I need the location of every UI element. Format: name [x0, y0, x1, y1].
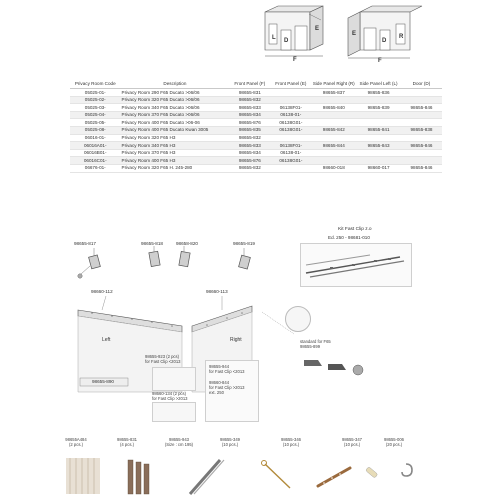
table-row: [70, 104, 442, 112]
diagram-right-f: F: [378, 58, 382, 64]
part-cell: [356, 111, 401, 119]
code-cell: 05025-01-: [70, 89, 121, 97]
bottom-parts-illustration: [60, 454, 440, 498]
part-cell: [356, 149, 401, 157]
codes-table: [70, 72, 442, 173]
clips-illustration: [70, 246, 270, 286]
standard-f65: [300, 339, 350, 349]
description-cell: Privacy Room 400 F65 Ducato Kwan 3005: [121, 126, 230, 134]
diagram-left-l: L: [272, 35, 276, 41]
bottom-part-qty: (Size : cm 195): [164, 442, 194, 447]
part-cell: 06138G01-: [270, 157, 311, 165]
col-header: Side Panel Right (R): [311, 72, 356, 89]
col-header: Side Panel Left (L): [356, 72, 401, 89]
part-cell: [356, 119, 401, 127]
bottom-part-label: [269, 437, 313, 447]
part-cell: 98655-844: [311, 142, 356, 150]
part-cell: 98655-834: [229, 149, 270, 157]
part-cell: [311, 111, 356, 119]
description-cell: Privacy Room 320 F65 Ducato >06/06: [121, 96, 230, 104]
callout-923-note: for Fast Clip <2013: [145, 359, 181, 364]
table-row: [70, 126, 442, 134]
part-819-label: 98655-819: [233, 241, 255, 246]
part-cell: 98655-832: [229, 164, 270, 172]
diagram-right-e: E: [352, 31, 357, 37]
table-row: [70, 89, 442, 97]
description-cell: Privacy Room 370 F65 Ducato >06/06: [121, 111, 230, 119]
code-cell: 06676-01-: [70, 164, 121, 172]
part-cell: 98655-846: [401, 104, 442, 112]
callout-134: [152, 391, 212, 401]
callout-134-code: 98660-134 (2 pcs): [152, 391, 186, 396]
diagram-left-d: D: [284, 38, 289, 44]
part-cell: 06138G01-: [270, 119, 311, 127]
bottom-part-qty: (10 pcs.): [221, 442, 239, 447]
kit-subtitle: Ed. 250 - 98681-010: [328, 235, 370, 240]
description-cell: Privacy Room 290 F65 Ducato >06/06: [121, 89, 230, 97]
part-cell: 98655-833: [229, 104, 270, 112]
table-row: [70, 96, 442, 104]
handles-illustration: [300, 352, 370, 380]
part-cell: 98655-832: [229, 96, 270, 104]
part-cell: [401, 134, 442, 142]
part-cell: 98655-846: [401, 142, 442, 150]
part-112-label: 98660-112: [91, 289, 113, 294]
bottom-part-code: 98655-346: [280, 437, 302, 442]
bottom-part-qty: (10 pcs.): [282, 442, 300, 447]
description-cell: Privacy Room 320 F65 H3: [121, 134, 230, 142]
description-cell: Privacy Room 320 F65 H. 245-280: [121, 164, 230, 172]
description-cell: Privacy Room 370 F65 H3: [121, 149, 230, 157]
right-side-label: Right: [230, 337, 242, 343]
diagram-left-f: F: [293, 57, 297, 63]
part-cell: [401, 149, 442, 157]
bottom-part-label: [157, 437, 201, 447]
code-cell: 05025-03-: [70, 104, 121, 112]
code-cell: 06016C01-: [70, 157, 121, 165]
code-cell: 05025-08-: [70, 126, 121, 134]
part-cell: 98655-838: [401, 126, 442, 134]
description-cell: Privacy Room 340 F65 H3: [121, 142, 230, 150]
code-cell: 05025-02-: [70, 96, 121, 104]
col-header: Door (D): [401, 72, 442, 89]
part-cell: 98655-832: [229, 134, 270, 142]
callout-134-note: for Fast Clip >2013: [152, 396, 188, 401]
code-cell: 06016B01-: [70, 149, 121, 157]
part-cell: [311, 96, 356, 104]
diagram-right-r: R: [399, 34, 404, 40]
part-cell: 98655-876: [229, 157, 270, 165]
code-cell: 05025-05-: [70, 119, 121, 127]
table-row: [70, 119, 442, 127]
part-cell: 98655-876: [229, 119, 270, 127]
part-818-label: 98655-818: [141, 241, 163, 246]
left-side-label: Left: [102, 337, 111, 343]
part-cell: 98655-835: [229, 126, 270, 134]
col-header: Privacy Room Code: [70, 72, 121, 89]
bottom-part-label: [208, 437, 252, 447]
part-cell: [270, 134, 311, 142]
part-cell: 06138F01-: [270, 104, 311, 112]
part-cell: 98655-836: [356, 89, 401, 97]
part-cell: [356, 157, 401, 165]
part-cell: 98655-840: [311, 104, 356, 112]
diagram-right-d: D: [382, 38, 387, 44]
part-cell: 98655-841: [356, 126, 401, 134]
part-cell: 98655-834: [229, 111, 270, 119]
part-cell: [311, 119, 356, 127]
bottom-part-qty: (4 pcs.): [120, 442, 134, 447]
part-cell: [270, 96, 311, 104]
table-header-row: [70, 72, 442, 89]
table-row: [70, 134, 442, 142]
table-row: [70, 111, 442, 119]
bottom-part-code: 98655-943: [168, 437, 190, 442]
part-cell: [356, 134, 401, 142]
col-header: Description: [121, 72, 230, 89]
bottom-part-label: [372, 437, 416, 447]
kit-title: Kit Fast Clip z.o: [338, 227, 372, 232]
part-cell: [401, 111, 442, 119]
bottom-part-qty: (2 pcs.): [69, 442, 83, 447]
callout-923: [145, 354, 205, 364]
part-cell: 98655-837: [311, 89, 356, 97]
code-cell: 06016-01-: [70, 134, 121, 142]
callout-844-code: 98660-844: [209, 380, 230, 385]
description-cell: Privacy Room 400 F65 Ducato >06-06: [121, 119, 230, 127]
part-cell: 06138-01-: [270, 111, 311, 119]
col-header: Front Panel (E): [270, 72, 311, 89]
bottom-part-code: 98655-347: [341, 437, 363, 442]
part-cell: 98655-839: [356, 104, 401, 112]
bottom-part-label: [330, 437, 374, 447]
callout-944-code: 98655-944: [209, 364, 230, 369]
part-820-label: 98658-820: [176, 241, 198, 246]
part-cell: [270, 164, 311, 172]
part-817-label: 98655-817: [74, 241, 96, 246]
bottom-part-code: 98655-831: [116, 437, 138, 442]
table-row: [70, 149, 442, 157]
part-cell: [356, 96, 401, 104]
table-row: [70, 164, 442, 172]
part-cell: [311, 134, 356, 142]
part-cell: [401, 89, 442, 97]
part-cell: 98655-843: [356, 142, 401, 150]
bottom-part-code: 98655-006: [383, 437, 405, 442]
bottom-part-qty: (10 pcs.): [343, 442, 361, 447]
standard-circle: [285, 306, 311, 332]
part-cell: [401, 96, 442, 104]
part-cell: 98655-833: [229, 142, 270, 150]
part-cell: [401, 119, 442, 127]
bottom-part-qty: (20 pcs.): [385, 442, 403, 447]
callout-944-note: for Fast Clip <2013: [209, 369, 245, 374]
callout-844-note: for Fast Clip >2013: [209, 385, 245, 390]
callout-944: [209, 364, 259, 395]
code-cell: 06016A01-: [70, 142, 121, 150]
bottom-part-label: [54, 437, 98, 447]
bottom-part-label: [105, 437, 149, 447]
description-cell: Privacy Room 340 F65 Ducato >06/06: [121, 104, 230, 112]
part-cell: 06138-01-: [270, 149, 311, 157]
part-cell: 98655-842: [311, 126, 356, 134]
bottom-part-code: 98655A484: [65, 437, 87, 442]
part-cell: 98660-018: [311, 164, 356, 172]
part-cell: [311, 157, 356, 165]
callout-844-ext: ext. 250: [209, 390, 224, 395]
table-row: [70, 157, 442, 165]
description-cell: Privacy Room 400 F65 H3: [121, 157, 230, 165]
callout-923-code: 98655-923 (2 pcs): [145, 354, 179, 359]
part-cell: 06138F01-: [270, 142, 311, 150]
part-cell: [270, 89, 311, 97]
standard-f65-code: 98655-899: [300, 344, 321, 349]
callout-134-image: [152, 402, 196, 422]
part-cell: [311, 149, 356, 157]
part-cell: 98655-846: [401, 164, 442, 172]
part-cell: 98655-831: [229, 89, 270, 97]
kit-clips-illustration: [300, 243, 410, 285]
part-113-label: 98660-113: [206, 289, 228, 294]
table-row: [70, 142, 442, 150]
part-cell: 98660-017: [356, 164, 401, 172]
standard-f65-title: standard for F65: [300, 339, 331, 344]
callout-923-image: [152, 367, 196, 391]
part-890-label: 98655-890: [92, 379, 114, 384]
bottom-part-code: 98655-349: [219, 437, 241, 442]
col-header: Front Panel (F): [229, 72, 270, 89]
part-cell: 06138G01-: [270, 126, 311, 134]
diagram-left-e: E: [315, 26, 320, 32]
part-cell: [401, 157, 442, 165]
code-cell: 05025-04-: [70, 111, 121, 119]
